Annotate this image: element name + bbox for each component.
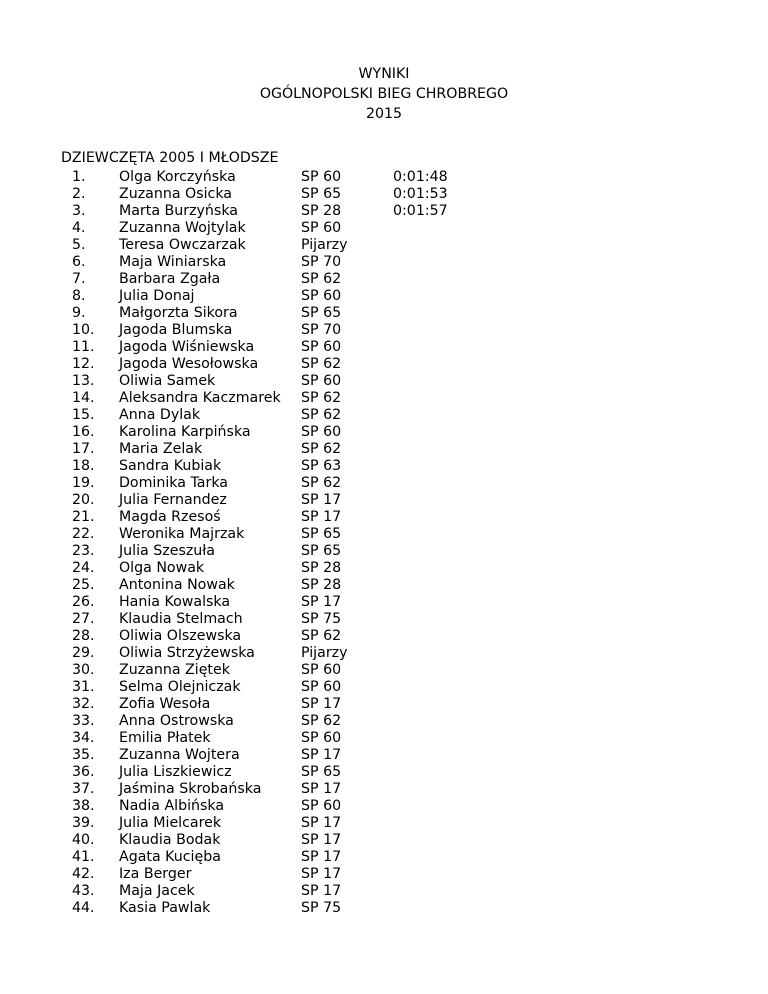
result-club: SP 60 (301, 662, 342, 678)
result-row (0, 900, 768, 917)
result-row (0, 509, 768, 526)
result-name: Magda Rzesoś (119, 509, 221, 525)
result-club: SP 62 (301, 390, 342, 406)
result-rank: 40. (72, 832, 95, 848)
result-club: SP 17 (301, 492, 342, 508)
result-club: SP 60 (301, 339, 342, 355)
result-rank: 36. (72, 764, 95, 780)
result-name: Barbara Zgała (119, 271, 221, 287)
result-club: SP 62 (301, 713, 342, 729)
result-row (0, 373, 768, 390)
result-rank: 19. (72, 475, 95, 491)
result-club: SP 62 (301, 441, 342, 457)
result-rank: 18. (72, 458, 95, 474)
result-club: SP 60 (301, 288, 342, 304)
result-club: SP 28 (301, 203, 342, 219)
result-club: SP 17 (301, 509, 342, 525)
result-rank: 9. (72, 305, 86, 321)
result-rank: 34. (72, 730, 95, 746)
result-name: Małgorzta Sikora (119, 305, 238, 321)
result-name: Hania Kowalska (119, 594, 231, 610)
result-club: SP 60 (301, 798, 342, 814)
result-row (0, 441, 768, 458)
result-name: Zuzanna Osicka (119, 186, 233, 202)
result-row (0, 781, 768, 798)
result-name: Jagoda Wiśniewska (119, 339, 255, 355)
result-club: SP 60 (301, 730, 342, 746)
result-row (0, 339, 768, 356)
result-club: SP 75 (301, 900, 342, 916)
result-row (0, 203, 768, 220)
result-name: Julia Donaj (119, 288, 195, 304)
result-name: Weronika Majrzak (119, 526, 245, 542)
result-name: Zuzanna Wojtera (119, 747, 240, 763)
result-rank: 6. (72, 254, 86, 270)
result-row (0, 288, 768, 305)
result-club: SP 70 (301, 322, 342, 338)
result-club: SP 28 (301, 560, 342, 576)
result-club: SP 17 (301, 696, 342, 712)
result-rank: 7. (72, 271, 86, 287)
result-row (0, 543, 768, 560)
result-row (0, 696, 768, 713)
result-rank: 4. (72, 220, 86, 236)
result-club: SP 70 (301, 254, 342, 270)
result-club: SP 62 (301, 628, 342, 644)
result-rank: 41. (72, 849, 95, 865)
result-row (0, 356, 768, 373)
result-row (0, 662, 768, 679)
result-club: SP 65 (301, 764, 342, 780)
result-row (0, 832, 768, 849)
result-row (0, 713, 768, 730)
result-rank: 29. (72, 645, 95, 661)
result-rank: 33. (72, 713, 95, 729)
result-rank: 28. (72, 628, 95, 644)
result-name: Iza Berger (119, 866, 192, 882)
result-row (0, 305, 768, 322)
result-name: Emilia Płatek (119, 730, 211, 746)
result-name: Nadia Albińska (119, 798, 225, 814)
result-row (0, 169, 768, 186)
result-club: SP 60 (301, 169, 342, 185)
result-rank: 24. (72, 560, 95, 576)
result-name: Julia Liszkiewicz (119, 764, 232, 780)
header-title: WYNIKI (358, 66, 410, 82)
result-row (0, 730, 768, 747)
result-rank: 21. (72, 509, 95, 525)
result-row (0, 186, 768, 203)
result-name: Selma Olejniczak (119, 679, 241, 695)
result-club: SP 17 (301, 866, 342, 882)
result-rank: 23. (72, 543, 95, 559)
result-row (0, 747, 768, 764)
result-rank: 31. (72, 679, 95, 695)
result-club: SP 17 (301, 849, 342, 865)
result-row (0, 220, 768, 237)
result-name: Maja Jacek (119, 883, 195, 899)
result-club: SP 17 (301, 883, 342, 899)
document-header (0, 64, 768, 124)
result-rank: 17. (72, 441, 95, 457)
result-name: Jaśmina Skrobańska (119, 781, 262, 797)
header-event-name: OGÓLNOPOLSKI BIEG CHROBREGO (259, 86, 509, 102)
result-row (0, 492, 768, 509)
result-club: SP 65 (301, 543, 342, 559)
result-row (0, 764, 768, 781)
result-rank: 22. (72, 526, 95, 542)
result-club: SP 17 (301, 781, 342, 797)
result-club: Pijarzy (301, 645, 348, 661)
result-row (0, 526, 768, 543)
result-club: SP 28 (301, 577, 342, 593)
result-name: Zuzanna Ziętek (119, 662, 230, 678)
result-name: Olga Nowak (119, 560, 205, 576)
result-time: 0:01:53 (393, 186, 448, 202)
result-name: Oliwia Samek (119, 373, 216, 389)
result-rank: 20. (72, 492, 95, 508)
result-rank: 35. (72, 747, 95, 763)
result-name: Marta Burzyńska (119, 203, 238, 219)
result-rank: 27. (72, 611, 95, 627)
result-row (0, 254, 768, 271)
result-row (0, 237, 768, 254)
result-row (0, 390, 768, 407)
result-row (0, 849, 768, 866)
result-name: Maja Winiarska (119, 254, 227, 270)
result-row (0, 475, 768, 492)
result-rank: 43. (72, 883, 95, 899)
result-club: SP 60 (301, 679, 342, 695)
category-heading: DZIEWCZĘTA 2005 I MŁODSZE (61, 150, 279, 166)
result-row (0, 798, 768, 815)
result-name: Oliwia Olszewska (119, 628, 242, 644)
result-row (0, 628, 768, 645)
result-club: SP 62 (301, 271, 342, 287)
result-row (0, 271, 768, 288)
result-rank: 13. (72, 373, 95, 389)
result-rank: 25. (72, 577, 95, 593)
result-row (0, 322, 768, 339)
result-club: SP 17 (301, 594, 342, 610)
result-rank: 3. (72, 203, 86, 219)
result-name: Olga Korczyńska (119, 169, 236, 185)
result-name: Klaudia Stelmach (119, 611, 243, 627)
result-club: SP 17 (301, 747, 342, 763)
result-club: SP 62 (301, 475, 342, 491)
result-row (0, 560, 768, 577)
result-rank: 8. (72, 288, 86, 304)
result-row (0, 594, 768, 611)
result-club: SP 17 (301, 815, 342, 831)
result-name: Antonina Nowak (119, 577, 235, 593)
result-club: SP 65 (301, 305, 342, 321)
result-name: Julia Szeszuła (119, 543, 216, 559)
result-rank: 38. (72, 798, 95, 814)
result-name: Maria Zelak (119, 441, 203, 457)
result-row (0, 883, 768, 900)
result-rank: 26. (72, 594, 95, 610)
result-rank: 42. (72, 866, 95, 882)
result-rank: 44. (72, 900, 95, 916)
result-row (0, 611, 768, 628)
result-name: Zuzanna Wojtylak (119, 220, 246, 236)
result-row (0, 866, 768, 883)
result-row (0, 645, 768, 662)
result-rank: 5. (72, 237, 86, 253)
result-club: SP 63 (301, 458, 342, 474)
result-rank: 32. (72, 696, 95, 712)
result-name: Julia Fernandez (119, 492, 227, 508)
result-row (0, 577, 768, 594)
result-club: SP 75 (301, 611, 342, 627)
result-time: 0:01:57 (393, 203, 448, 219)
result-name: Anna Ostrowska (119, 713, 234, 729)
result-rank: 1. (72, 169, 86, 185)
result-row (0, 407, 768, 424)
result-name: Agata Kucięba (119, 849, 221, 865)
result-rank: 39. (72, 815, 95, 831)
result-name: Dominika Tarka (119, 475, 228, 491)
result-time: 0:01:48 (393, 169, 448, 185)
result-name: Oliwia Strzyżewska (119, 645, 255, 661)
result-club: Pijarzy (301, 237, 348, 253)
result-name: Sandra Kubiak (119, 458, 222, 474)
result-club: SP 65 (301, 186, 342, 202)
result-club: SP 60 (301, 220, 342, 236)
result-name: Teresa Owczarzak (119, 237, 246, 253)
result-name: Julia Mielcarek (119, 815, 222, 831)
result-rank: 2. (72, 186, 86, 202)
result-row (0, 424, 768, 441)
result-club: SP 60 (301, 424, 342, 440)
result-name: Klaudia Bodak (119, 832, 221, 848)
result-name: Jagoda Wesołowska (119, 356, 259, 372)
result-club: SP 62 (301, 356, 342, 372)
result-name: Karolina Karpińska (119, 424, 251, 440)
result-row (0, 679, 768, 696)
result-club: SP 65 (301, 526, 342, 542)
result-rank: 16. (72, 424, 95, 440)
result-rank: 30. (72, 662, 95, 678)
result-name: Aleksandra Kaczmarek (119, 390, 281, 406)
results-list (0, 169, 768, 917)
result-name: Zofia Wesoła (119, 696, 211, 712)
result-rank: 37. (72, 781, 95, 797)
result-name: Jagoda Blumska (119, 322, 233, 338)
result-club: SP 62 (301, 407, 342, 423)
result-rank: 11. (72, 339, 95, 355)
result-row (0, 458, 768, 475)
result-name: Kasia Pawlak (119, 900, 211, 916)
result-rank: 10. (72, 322, 95, 338)
result-rank: 14. (72, 390, 95, 406)
result-row (0, 815, 768, 832)
result-club: SP 17 (301, 832, 342, 848)
result-club: SP 60 (301, 373, 342, 389)
result-name: Anna Dylak (119, 407, 201, 423)
result-rank: 15. (72, 407, 95, 423)
header-year: 2015 (365, 106, 403, 122)
result-rank: 12. (72, 356, 95, 372)
